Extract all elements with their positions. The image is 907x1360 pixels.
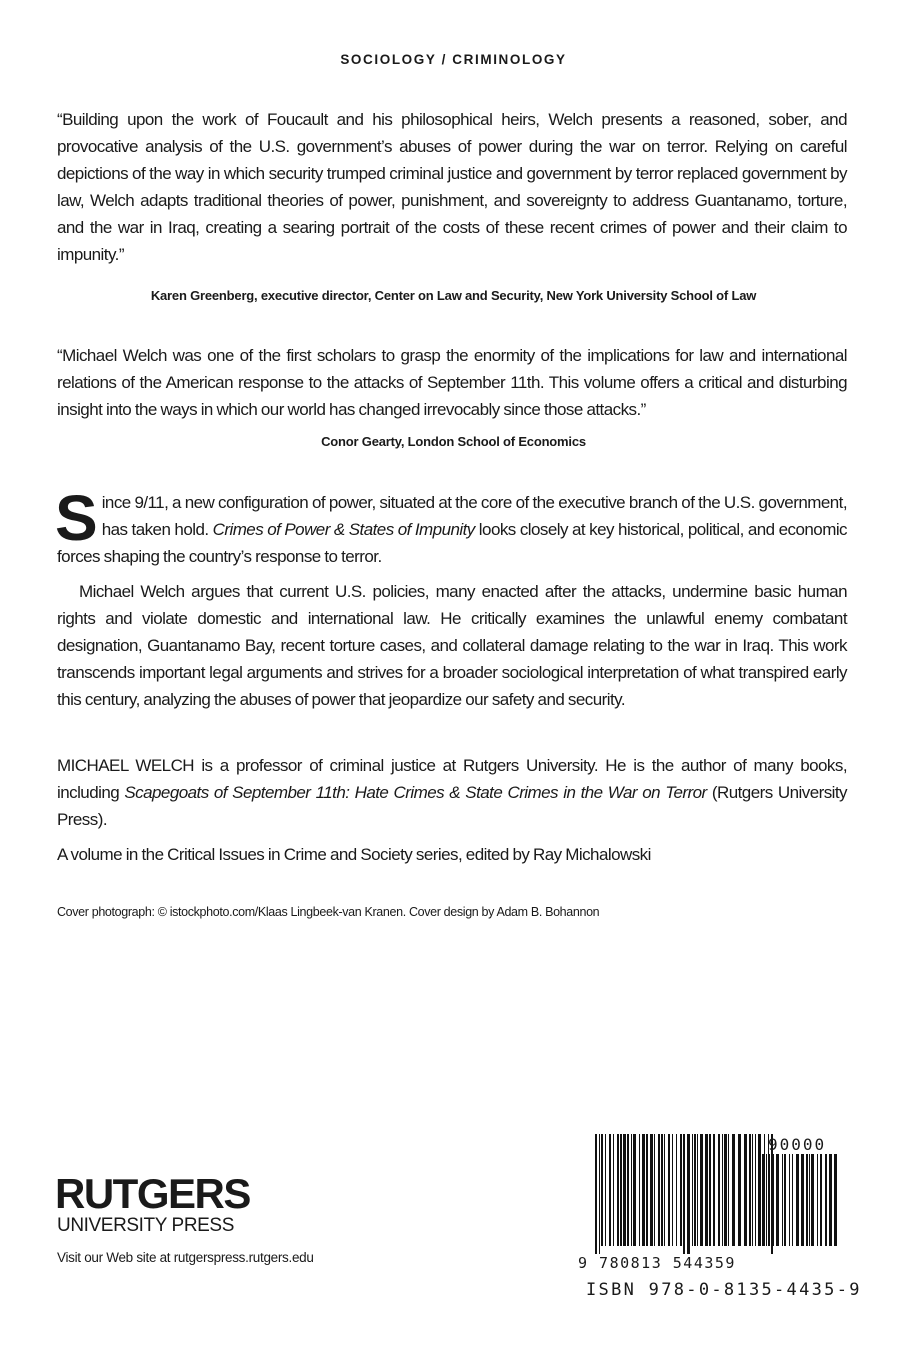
barcode-bar [633,1134,636,1246]
category-heading: SOCIOLOGY / CRIMINOLOGY [340,52,567,67]
barcode-bar [724,1134,727,1246]
barcode-bar [609,1134,611,1246]
barcode-bar [789,1154,790,1246]
cover-credits: Cover photograph: © istockphoto.com/Klaas Lingbeek-van Kranen. Cover design by Adam B. Bohannon [57,905,600,919]
barcode-bar [809,1154,810,1246]
barcode-bar [617,1134,619,1246]
price-addon-bars [762,1154,840,1254]
barcode-bar [623,1134,626,1246]
barcode-bar [801,1154,804,1246]
barcode-bar [722,1134,723,1246]
author-book-title: Scapegoats of September 11th: Hate Crimes & State Crimes in the War on Terror [124,783,707,802]
endorsement-quote-1: “Building upon the work of Foucault and his philosophical heirs, Welch presents a reasoned, sober, and provocative analysis of the U.S. government’s abuses of power during the war on terror. Relying on careful depictions of the way in which security trumped criminal justice and government by terror replaced government by law, Welch adapts traditional theories of power, punishment, and sovereignty to address Guantanamo, torture, and the war in Iraq, creating a searing portrait of the costs of these recent crimes of power and their claim to impunity.” [57,110,847,264]
barcode-bar [654,1134,655,1246]
barcode-bar [658,1134,660,1246]
barcode-bar [664,1134,665,1246]
barcode-bar [639,1134,640,1246]
publisher-logo-name: RUTGERS [55,1170,250,1217]
barcode-bar [595,1134,597,1254]
author-bio-start: MICHAEL WELCH is a professor of criminal justice at Rutgers University. He is the author of many books, including [57,756,847,802]
barcode-bar [683,1134,685,1254]
barcode-bar [776,1154,779,1246]
barcode-bar [829,1154,832,1246]
barcode-bar [705,1134,708,1246]
ean-digits: 9 780813 544359 [578,1254,736,1272]
barcode-bar [599,1134,600,1254]
book-title: Crimes of Power & States of Impunity [212,520,475,539]
barcode-bar [613,1134,614,1246]
barcode-bar [661,1134,663,1246]
series-note: A volume in the Critical Issues in Crime and Society series, edited by Ray Michalowski [57,845,651,864]
barcode-bar [728,1134,729,1246]
description-text-end: looks closely at key historical, political, and economic forces shaping the country’s response to terror. [57,520,847,566]
barcode-bar [680,1134,682,1246]
barcode-bar [627,1134,629,1246]
barcode-bar [749,1134,751,1246]
description-paragraph-2: Michael Welch argues that current U.S. policies, many enacted after the attacks, undermine basic human rights and violate domestic and international law. He critically examines the unlawful enemy combatant designation, Guantanamo Bay, recent torture cases, and collateral damage relating to the war in Iraq. This work transcends important legal arguments and strives for a broader sociological interpretation of what transpired early this century, analyzing the abuses of power that jeopardize our safety and security. [57,582,847,709]
barcode-bar [771,1154,774,1246]
barcode-bar [718,1134,720,1246]
barcode-bar [817,1154,818,1246]
barcode-bar [732,1134,735,1246]
barcode-bar [806,1154,808,1246]
barcode-bar [709,1134,711,1246]
barcode-bar [687,1134,690,1254]
description-paragraph-1 [55,482,847,570]
endorsement-attribution-2: Conor Gearty, London School of Economics [321,434,586,449]
publisher-website: Visit our Web site at rutgerspress.rutgers.edu [57,1250,314,1265]
price-code: 90000 [768,1135,827,1154]
author-bio [57,752,847,833]
barcode-bar [752,1134,753,1246]
description-text-start: ince 9/11, a new configuration of power, situated at the core of the executive branch of the U.S. government, has taken hold. [101,493,847,539]
barcode-bar [811,1154,814,1246]
barcode-bar [676,1134,677,1246]
barcode-bar [784,1154,786,1246]
barcode-bar [755,1134,756,1246]
barcode-bar [631,1134,632,1246]
barcode-bar [605,1134,606,1246]
barcode-bar [672,1134,673,1246]
barcode-bar [758,1134,761,1246]
barcode-bar [694,1134,696,1246]
barcode-bar [782,1154,783,1246]
ean-barcode-bars [595,1134,775,1254]
barcode-bar [650,1134,653,1246]
barcode-bar [668,1134,670,1246]
barcode-bar [697,1134,698,1246]
endorsement-attribution-1: Karen Greenberg, executive director, Center on Law and Security, New York University School of Law [150,288,757,303]
publisher-logo-subname: UNIVERSITY PRESS [57,1215,234,1236]
barcode-bar [642,1134,645,1246]
barcode-bar [834,1154,837,1246]
author-bio-end: (Rutgers University Press). [57,783,848,829]
barcode-bar [646,1134,648,1246]
drop-cap: S [55,482,98,554]
barcode-bar [692,1134,693,1246]
barcode-bar [769,1154,770,1246]
barcode-bar [766,1154,767,1246]
barcode-bar [762,1154,764,1246]
barcode-bar [601,1134,603,1246]
barcode-bar [825,1154,827,1246]
endorsement-quote-2: “Michael Welch was one of the first scholars to grasp the enormity of the implications for law and international relations of the American response to the attacks of September 11th. This volume offers a critical and disturbing insight into the ways in which our world has changed irrevocably since those attacks.” [57,346,847,419]
barcode-bar [792,1154,793,1246]
barcode-bar [820,1154,822,1246]
barcode-bar [738,1134,741,1246]
barcode-bar [796,1154,799,1246]
barcode-bar [744,1134,747,1246]
isbn-number: ISBN 978-0-8135-4435-9 [586,1280,862,1300]
barcode-bar [713,1134,715,1246]
barcode-bar [700,1134,703,1246]
barcode-bar [620,1134,622,1246]
